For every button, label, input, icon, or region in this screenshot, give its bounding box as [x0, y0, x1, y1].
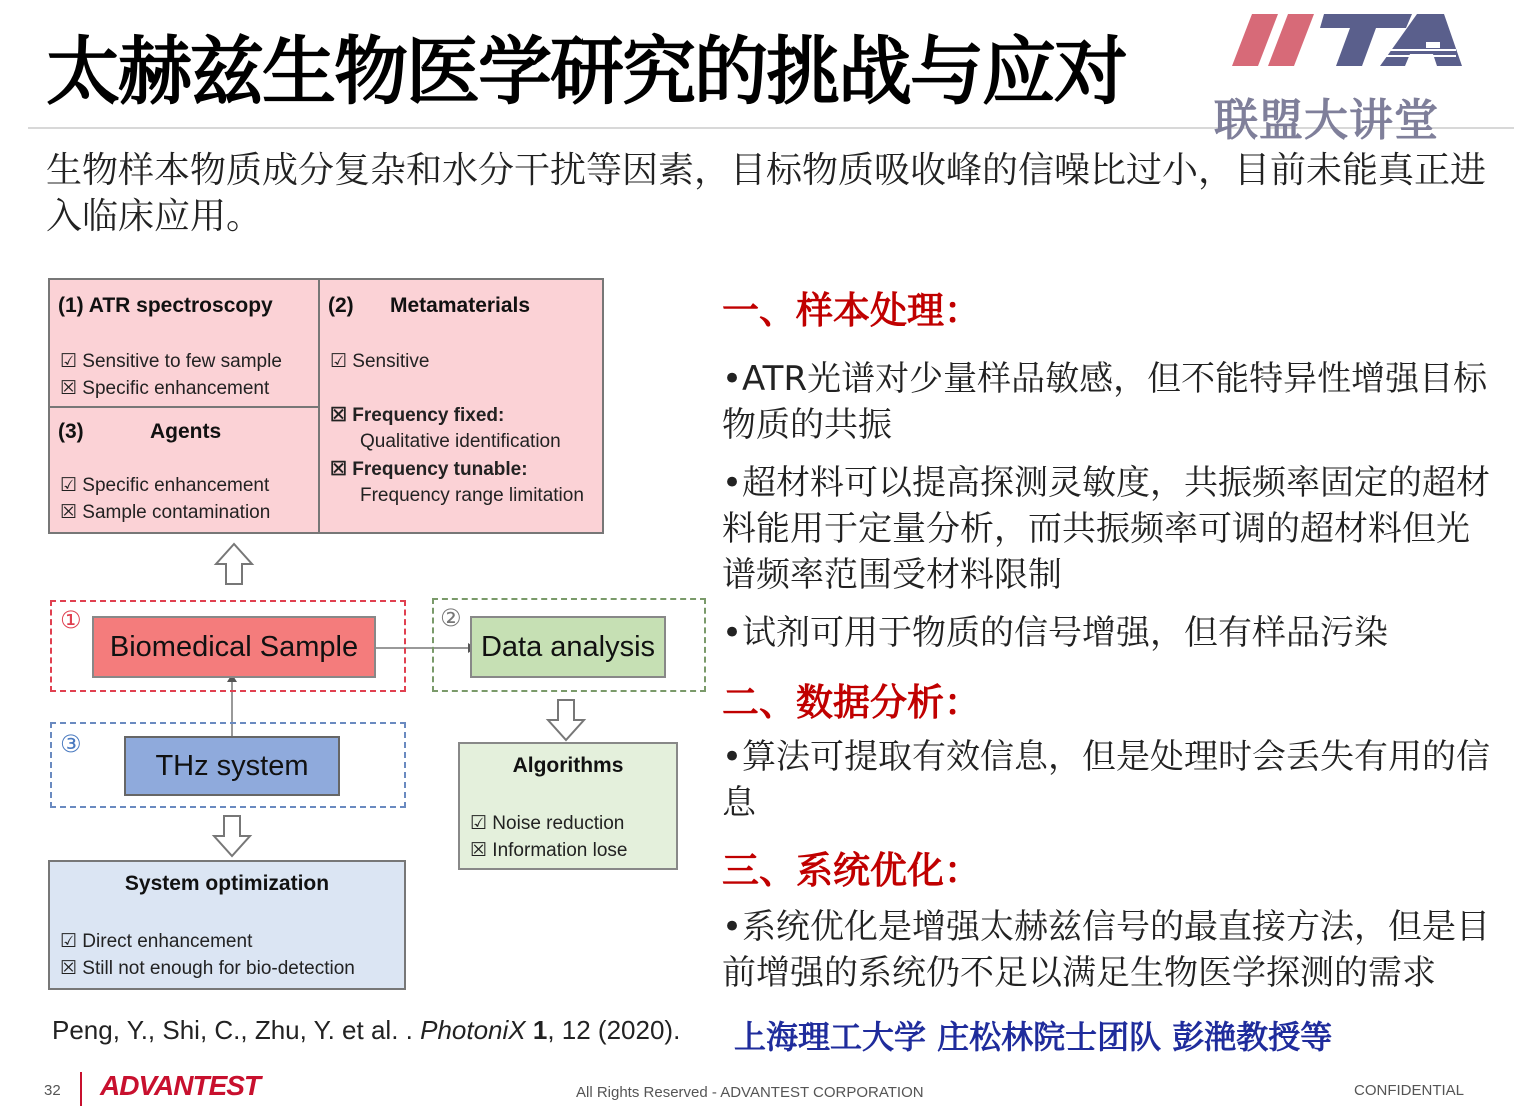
footer-divider	[80, 1072, 82, 1106]
page-number: 32	[44, 1082, 61, 1099]
node-2-number: ②	[440, 604, 462, 632]
box-agents-num: (3)	[58, 420, 84, 443]
box-agents-item: ☒ Sample contamination	[60, 502, 271, 523]
figure	[44, 272, 708, 996]
node-biomedical-label: Biomedical Sample	[109, 631, 359, 663]
node-thz-system	[124, 736, 340, 796]
node-data-analysis	[470, 616, 666, 678]
down-arrow-icon	[548, 700, 584, 740]
section-heading-system: 三、系统优化：	[722, 849, 981, 892]
node-data-label: Data analysis	[480, 631, 656, 663]
box-meta-num: (2)	[328, 294, 354, 317]
citation	[52, 1015, 680, 1046]
sysopt-item: ☒ Still not enough for bio-detection	[60, 958, 355, 979]
bullet-agents: •试剂可用于物质的信号增强，但有样品污染	[722, 613, 1389, 653]
bullet-atr: •ATR光谱对少量样品敏感，但不能特异性增强目标物质的共振	[722, 359, 1488, 445]
algorithms-title: Algorithms	[512, 754, 624, 777]
section-heading-sample: 一、样本处理：	[722, 289, 981, 332]
citation-journal: PhotoniX	[420, 1015, 526, 1045]
box-meta-item: Qualitative identification	[360, 431, 561, 452]
node-thz-label: THz system	[155, 750, 309, 782]
box-algorithms	[458, 742, 678, 870]
algorithms-item: ☑ Noise reduction	[470, 813, 625, 834]
sysopt-title: System optimization	[124, 872, 330, 895]
citation-rest: , 12 (2020).	[547, 1015, 681, 1045]
algorithms-item: ☒ Information lose	[470, 840, 628, 861]
box-meta-title: Metamaterials	[390, 294, 531, 317]
research-team: 上海理工大学 庄松林院士团队 彭滟教授等	[734, 1018, 1333, 1056]
box-meta-item: ☒ Frequency fixed:	[330, 405, 505, 426]
confidential-label: CONFIDENTIAL	[1354, 1082, 1465, 1099]
box-agents-item: ☑ Specific enhancement	[60, 475, 270, 496]
box-meta-item: Frequency range limitation	[360, 485, 584, 506]
box-system-optimization	[48, 860, 406, 990]
sysopt-item: ☑ Direct enhancement	[60, 931, 253, 952]
box-meta-item: ☒ Frequency tunable:	[330, 459, 528, 480]
box-meta-item: ☑ Sensitive	[330, 351, 430, 372]
node-biomedical-sample	[92, 616, 376, 678]
slide-title: 太赫兹生物医学研究的挑战与应对	[46, 29, 1126, 115]
section-heading-data: 二、数据分析：	[722, 681, 981, 724]
box-atr-title: (1) ATR spectroscopy	[58, 294, 273, 317]
node-1-number: ①	[60, 606, 82, 634]
bullet-algorithms: •算法可提取有效信息，但是处理时会丢失有用的信息	[722, 737, 1491, 823]
box-atr-item: ☑ Sensitive to few sample	[60, 351, 282, 372]
box-agents-title: Agents	[150, 420, 222, 443]
citation-volume: 1	[532, 1015, 548, 1045]
bullet-system: •系统优化是增强太赫兹信号的最直接方法，但是目前增强的系统仍不足以满足生物医学探测的需求	[722, 907, 1491, 993]
down-arrow-icon	[214, 816, 250, 856]
advantest-logo: ADVANTEST	[100, 1070, 261, 1101]
intro-paragraph: 生物样本物质成分复杂和水分干扰等因素，目标物质吸收峰的信噪比过小，目前未能真正进入临床应用。	[46, 150, 1487, 237]
node-3-number: ③	[60, 730, 82, 758]
bullet-metamaterials: •超材料可以提高探测灵敏度，共振频率固定的超材料能用于定量分析，而共振频率可调的超材料但光谱频率范围受材料限制	[722, 463, 1491, 595]
box-atr-item: ☒ Specific enhancement	[60, 378, 270, 399]
up-arrow-icon	[216, 544, 252, 584]
logo-caption: 联盟大讲堂	[1214, 95, 1439, 146]
citation-authors: Peng, Y., Shi, C., Zhu, Y. et al. .	[52, 1015, 413, 1045]
rights-text: All Rights Reserved - ADVANTEST CORPORATION	[576, 1084, 924, 1101]
